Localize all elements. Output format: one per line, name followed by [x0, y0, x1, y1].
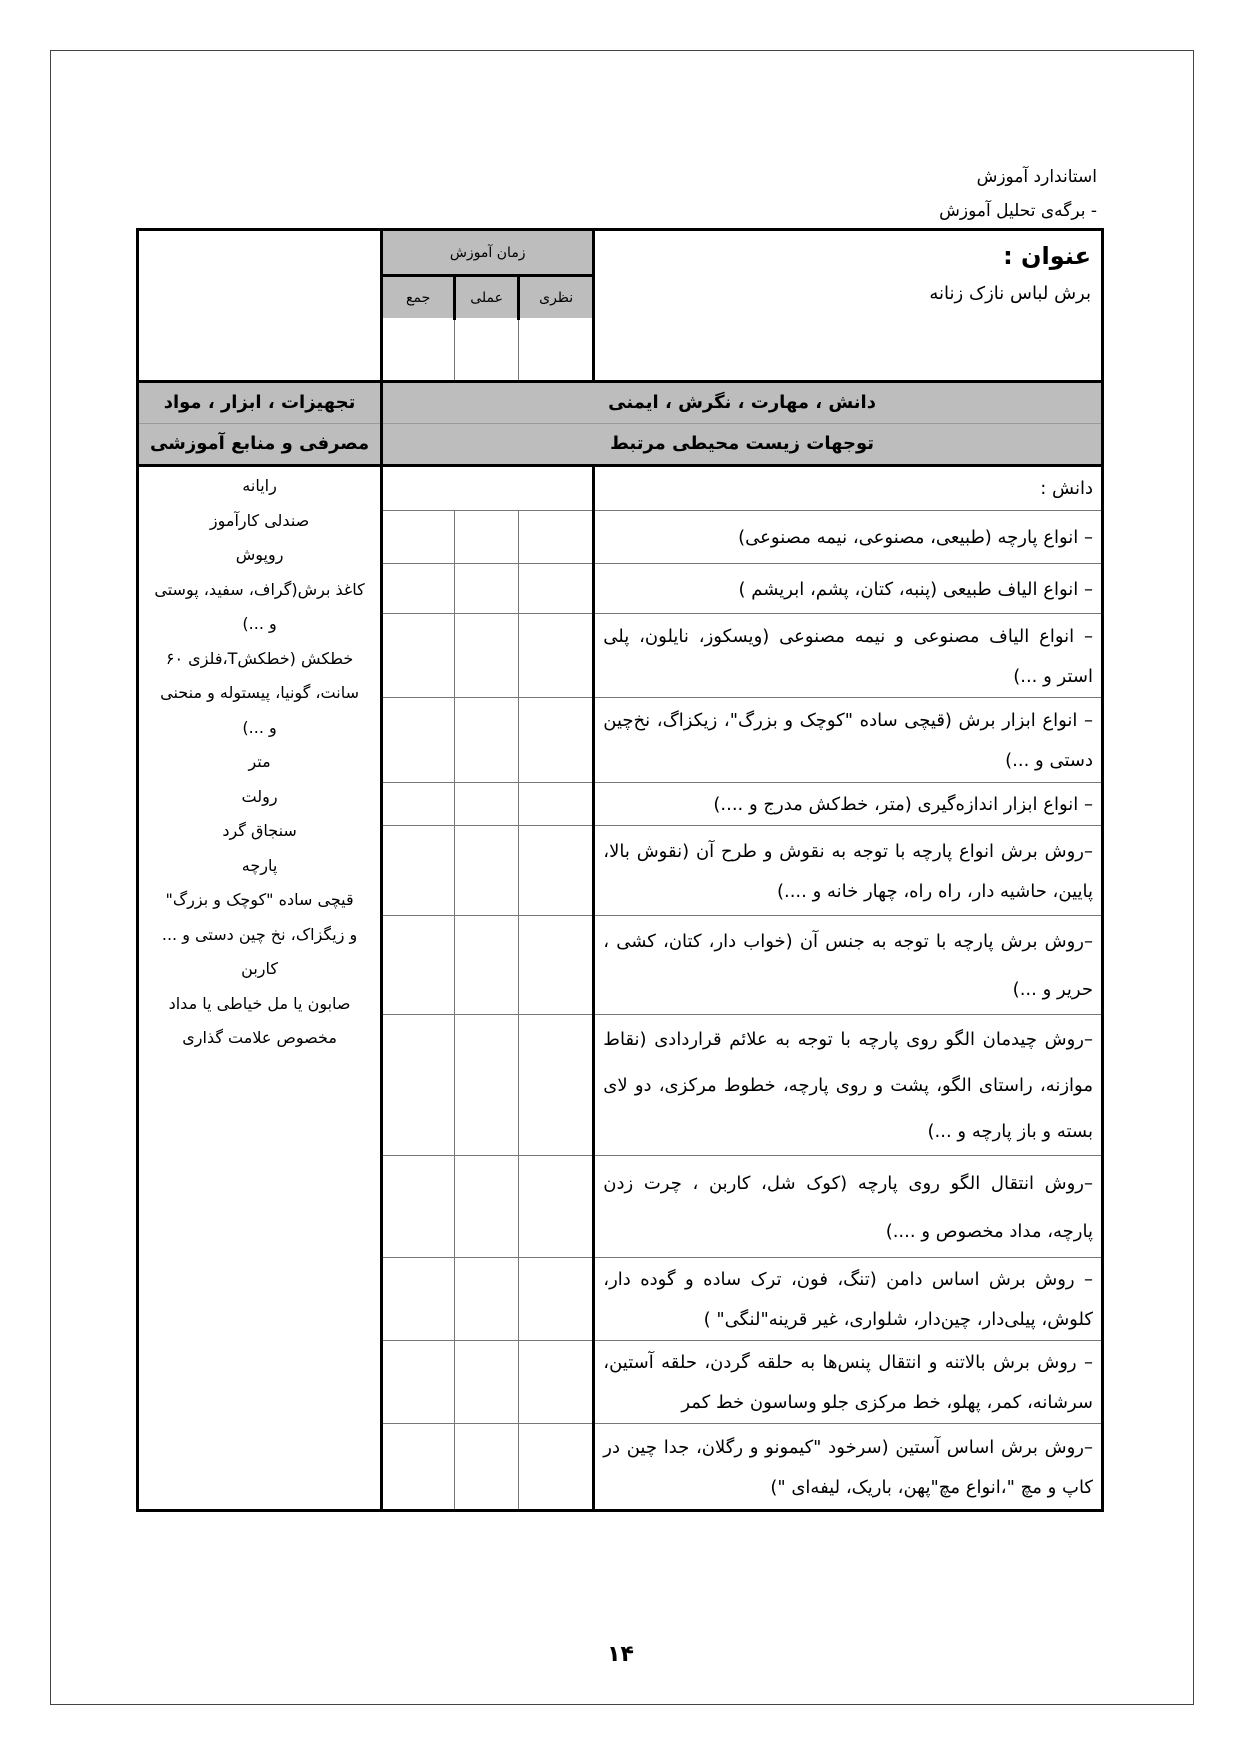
equipment-heading-line1: تجهیزات ، ابزار ، مواد: [163, 392, 356, 413]
hours-cell-practical: [455, 916, 519, 1015]
time-column-theory: [519, 276, 594, 319]
hours-cell-practical: [455, 1341, 519, 1424]
hours-cell-practical: [455, 511, 519, 564]
hours-cell-practical: [455, 564, 519, 614]
time-column-practical: [455, 276, 519, 319]
hours-cell-practical: [455, 1015, 519, 1156]
knowledge-item-text: – انواع ابزار اندازه‌گیری (متر، خط‌کش مدرج و ....): [713, 794, 1093, 815]
knowledge-heading-line2: توجهات زیست محیطی مرتبط: [383, 423, 1101, 464]
knowledge-item: [594, 783, 1103, 826]
knowledge-item-text: – روش برش اساس دامن (تنگ، فون، ترک ساده و گوده دار، کلوش، پیلی‌دار، چین‌دار، شلواری، غیر قرینه"لنگی" ): [603, 1269, 1093, 1330]
knowledge-heading-line1: دانش ، مهارت ، نگرش ، ایمنی: [608, 392, 876, 413]
hours-cell-theory: [519, 564, 594, 614]
knowledge-item-text: –روش برش اساس آستین (سرخود "کیمونو و رگلان، جدا چین در کاپ و مچ "،انواع مچ"پهن، باریک، لیفه‌ای "): [603, 1436, 1093, 1498]
knowledge-item-text: – روش برش بالاتنه و انتقال پنس‌ها به حلقه گردن، حلقه آستین، سرشانه، کمر، پهلو، خط مرکزی جلو وساسون خط کمر: [603, 1352, 1093, 1413]
equipment-section-header: [138, 382, 382, 466]
hours-cell-total: [382, 564, 455, 614]
equipment-item: سنجاق گرد: [222, 821, 297, 840]
equipment-item: کاربن: [241, 959, 278, 978]
hours-cell-total: [382, 1341, 455, 1424]
equipment-heading-line2: مصرفی و منابع آموزشی: [139, 423, 380, 464]
time-value-theory: [519, 319, 594, 381]
equipment-item: متر: [248, 752, 271, 771]
equipment-list: [138, 466, 382, 1511]
equipment-item: سانت، گونیا، پیستوله و منحنی: [160, 683, 359, 702]
equipment-item: رولت: [241, 786, 278, 806]
hours-cell-practical: [455, 698, 519, 783]
equipment-item: قیچی ساده "کوچک و بزرگ": [165, 890, 354, 909]
equipment-item: صابون یا مل خیاطی یا مداد: [168, 993, 351, 1013]
sheet-label: - برگه‌ی تحلیل آموزش: [939, 201, 1097, 221]
equipment-item: و ...): [242, 614, 277, 633]
title-row: [138, 230, 1103, 276]
hours-blank-cell: [382, 466, 594, 511]
hours-cell-practical: [455, 1156, 519, 1258]
title-label: عنوان :: [1003, 242, 1091, 270]
knowledge-section-header: [382, 382, 1103, 466]
time-value-practical: [455, 319, 519, 381]
hours-cell-total: [382, 1424, 455, 1511]
knowledge-item: [594, 1341, 1103, 1424]
hours-cell-practical: [455, 614, 519, 698]
knowledge-item: [594, 826, 1103, 916]
knowledge-label-row: [138, 466, 1103, 511]
hours-cell-theory: [519, 1258, 594, 1341]
hours-cell-total: [382, 1258, 455, 1341]
standard-label: استاندارد آموزش: [976, 167, 1097, 187]
knowledge-item: [594, 698, 1103, 783]
equipment-item: رایانه: [242, 476, 277, 495]
knowledge-item-text: – انواع پارچه (طبیعی، مصنوعی، نیمه مصنوعی): [738, 527, 1093, 548]
hours-cell-theory: [519, 698, 594, 783]
section-header-row: [138, 382, 1103, 466]
equipment-item: و زیگزاک، نخ چین دستی و ...: [161, 924, 358, 944]
knowledge-item-text: –روش چیدمان الگو روی پارچه با توجه به علائم قراردادی (نقاط موازنه، راستای الگو، پشت و روی پارچه، خطوط مرکزی، دو لای بسته و باز پارچه و ...): [603, 1029, 1093, 1142]
knowledge-item: [594, 1156, 1103, 1258]
hours-cell-theory: [519, 1015, 594, 1156]
hours-cell-theory: [519, 916, 594, 1015]
training-time-label: زمان آموزش: [449, 244, 526, 261]
knowledge-label-cell: [594, 466, 1103, 511]
hours-cell-theory: [519, 511, 594, 564]
hours-cell-theory: [519, 1424, 594, 1511]
knowledge-item-text: – انواع الیاف مصنوعی و نیمه مصنوعی (ویسکوز، نایلون، پلی استر و ...): [603, 625, 1093, 687]
hours-cell-total: [382, 783, 455, 826]
hours-cell-theory: [519, 1341, 594, 1424]
hours-cell-total: [382, 1156, 455, 1258]
training-time-header: [382, 230, 594, 276]
hours-cell-practical: [455, 1424, 519, 1511]
hours-cell-theory: [519, 826, 594, 916]
time-value-total: [382, 319, 455, 381]
equipment-item: روپوش: [235, 545, 284, 564]
equipment-item: کاغذ برش(گراف، سفید، پوستی: [154, 579, 365, 599]
title-cell: [594, 230, 1103, 382]
hours-cell-theory: [519, 614, 594, 698]
hours-cell-theory: [519, 783, 594, 826]
knowledge-item: [594, 1258, 1103, 1341]
knowledge-item-text: –روش انتقال الگو روی پارچه (کوک شل، کاربن ، چرت زدن پارچه، مداد مخصوص و ....): [603, 1172, 1093, 1242]
knowledge-item: [594, 614, 1103, 698]
document-header: [939, 160, 1097, 228]
equipment-item: پارچه: [241, 855, 278, 875]
equipment-item: خطکش (خطکشT،فلزی ۶۰: [165, 648, 354, 668]
hours-cell-total: [382, 511, 455, 564]
knowledge-item: [594, 1015, 1103, 1156]
knowledge-item: [594, 916, 1103, 1015]
knowledge-item-text: –روش برش پارچه با توجه به جنس آن (خواب دار، کتان، کشی ، حریر و ...): [603, 931, 1093, 1000]
hours-cell-total: [382, 826, 455, 916]
training-analysis-table: [136, 228, 1104, 1512]
hours-cell-theory: [519, 1156, 594, 1258]
knowledge-label: دانش :: [1040, 478, 1093, 499]
knowledge-item: [594, 1424, 1103, 1511]
time-column-label: جمع: [406, 289, 431, 306]
course-title: برش لباس نازک زنانه: [929, 283, 1091, 304]
time-column-total: [382, 276, 455, 319]
page-number: ۱۴: [607, 1642, 634, 1667]
hours-cell-total: [382, 698, 455, 783]
hours-cell-total: [382, 614, 455, 698]
knowledge-item: [594, 511, 1103, 564]
hours-cell-practical: [455, 1258, 519, 1341]
hours-cell-practical: [455, 783, 519, 826]
time-column-label: نظری: [539, 289, 574, 306]
knowledge-item: [594, 564, 1103, 614]
equipment-item: مخصوص علامت گذاری: [182, 1028, 337, 1047]
title-blank-cell: [138, 230, 382, 382]
time-column-label: عملی: [470, 289, 503, 306]
knowledge-item-text: – انواع الیاف طبیعی (پنبه، کتان، پشم، ابریشم ): [738, 578, 1093, 600]
hours-cell-practical: [455, 826, 519, 916]
hours-cell-total: [382, 1015, 455, 1156]
equipment-item: صندلی کارآموز: [209, 510, 310, 530]
hours-cell-total: [382, 916, 455, 1015]
knowledge-item-text: – انواع ابزار برش (قیچی ساده "کوچک و بزرگ"، زیکزاگ، نخ‌چین دستی و ...): [603, 710, 1093, 771]
equipment-item: و ...): [242, 717, 277, 737]
knowledge-item-text: –روش برش انواع پارچه با توجه به نقوش و طرح آن (نقوش بالا، پایین، حاشیه دار، راه راه، چهار خانه و ....): [603, 840, 1093, 902]
